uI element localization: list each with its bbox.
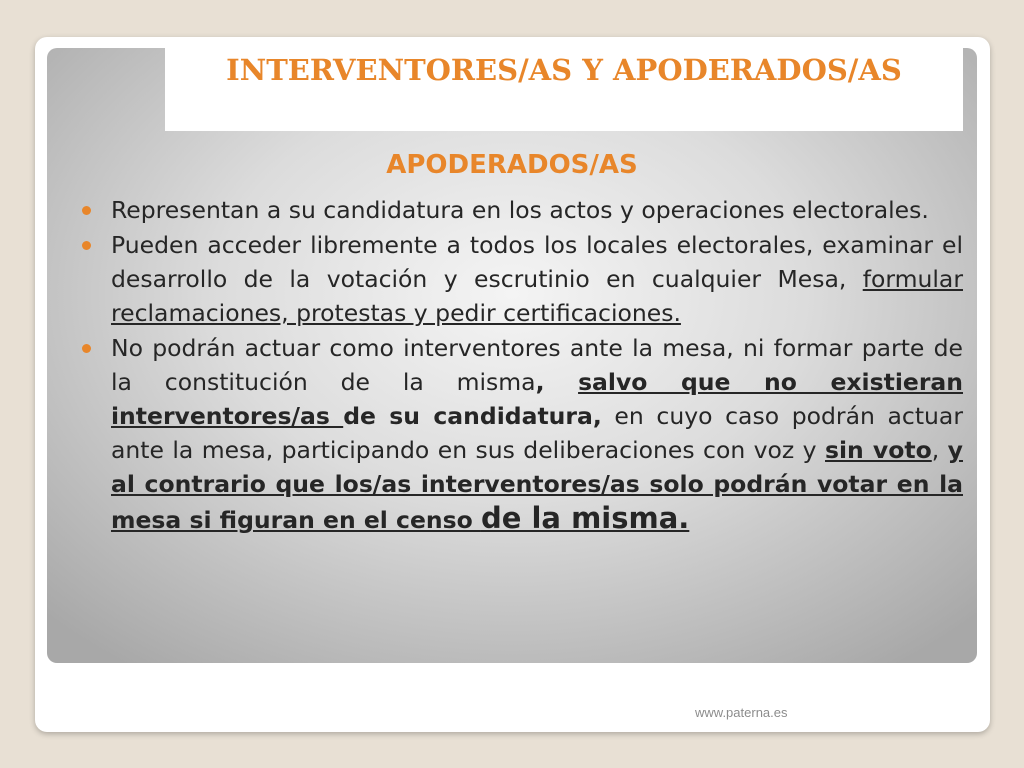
bullet-list — [73, 193, 963, 538]
bullet-text-underlined: salvo que no existieran interventores/as — [111, 368, 963, 430]
bullet-text-underlined: formular reclamaciones, protestas y pedir certificaciones. — [111, 265, 963, 327]
slide-subtitle: APODERADOS/AS — [386, 150, 638, 180]
bullet-dot-icon — [82, 241, 91, 250]
bullet-item — [73, 193, 963, 227]
bullet-text: , — [931, 436, 948, 464]
bullet-text-underlined: sin voto — [825, 436, 932, 464]
bullet-text: Representan a su candidatura en los actos y operaciones electorales. — [111, 196, 929, 224]
bullet-text: Pueden acceder libremente a todos los locales electorales, examinar el desarrollo de la votación y escrutinio en cualquier Mesa, — [111, 231, 963, 293]
bullet-text: en cuyo caso podrán actuar ante la mesa, participando en sus deliberaciones con voz y — [111, 402, 963, 464]
slide — [35, 37, 990, 732]
bullet-text: No podrán actuar como interventores ante la mesa, ni formar parte de la constitución de la misma — [111, 334, 963, 396]
slide-title: INTERVENTORES/AS Y APODERADOS/AS — [226, 53, 902, 87]
bullet-item — [73, 331, 963, 537]
bullet-text-underlined: y al contrario que los/as interventores/as solo podrán votar en la mesa si figuran en el censo — [111, 436, 963, 534]
bullet-text-bold: de su candidatura, — [343, 402, 602, 430]
bullet-dot-icon — [82, 206, 91, 215]
bullet-dot-icon — [82, 344, 91, 353]
footer-url: www.paterna.es — [695, 705, 788, 720]
bullet-text-bold: , — [535, 368, 579, 396]
bullet-item — [73, 228, 963, 330]
bullet-text-underlined: de la misma. — [480, 501, 690, 535]
